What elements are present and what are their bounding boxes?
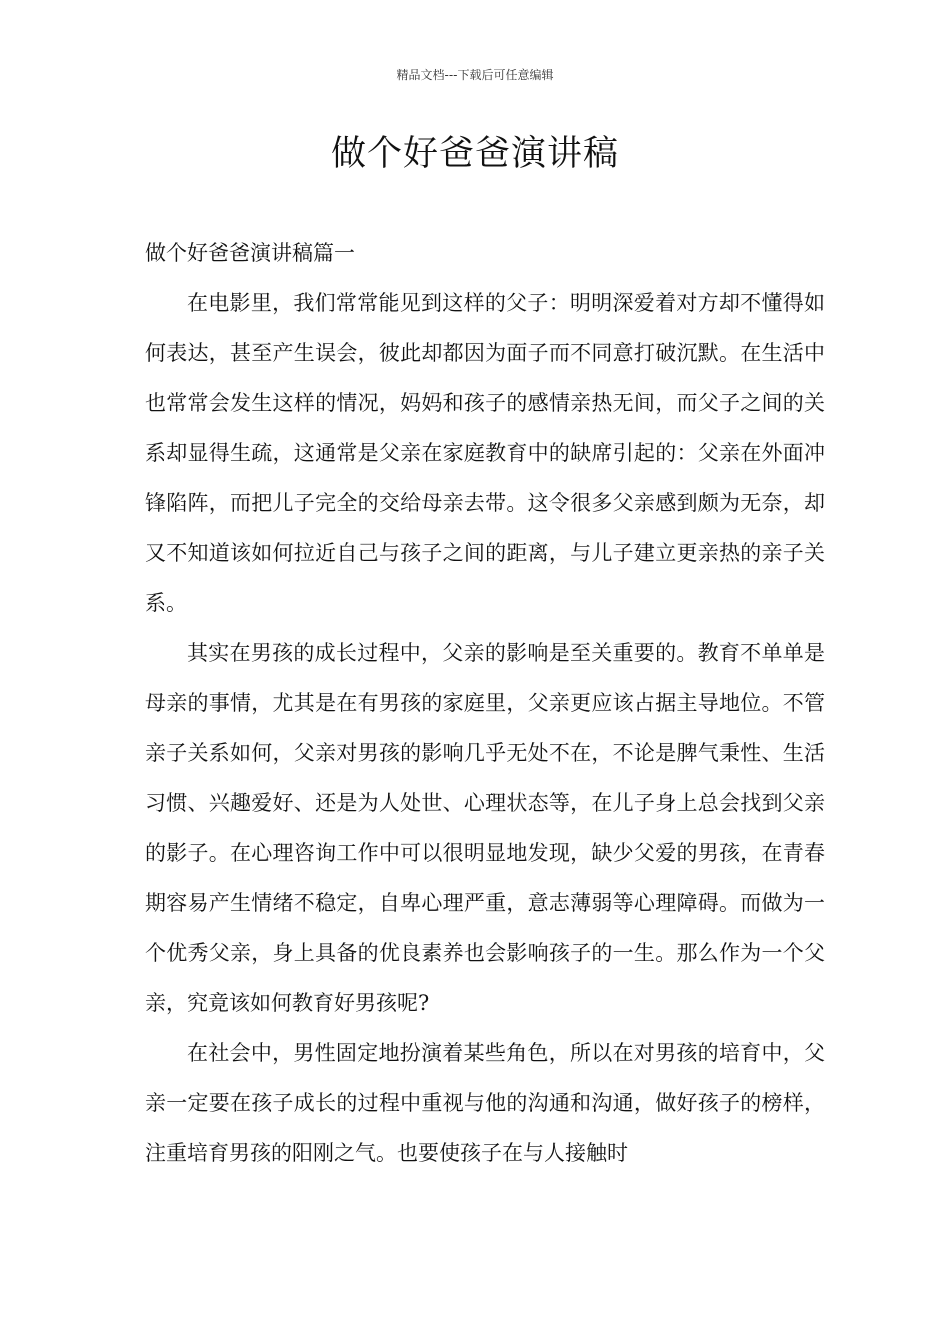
paragraph-1: 在电影里，我们常常能见到这样的父子：明明深爱着对方却不懂得如何表达，甚至产生误会，彼此却都因为面子而不同意打破沉默。在生活中也常常会发生这样的情况，妈妈和孩子的感情亲热无间，而父子之间的关系却显得生疏，这通常是父亲在家庭教育中的缺席引起的：父亲在外面冲锋陷阵，而把儿子完全的交给母亲去带。这令很多父亲感到颇为无奈，却又不知道该如何拉近自己与孩子之间的距离，与儿子建立更亲热的亲子关系。	[145, 291, 825, 615]
page-header: 精品文档---下载后可任意编辑	[396, 68, 554, 82]
paragraph-3: 在社会中，男性固定地扮演着某些角色，所以在对男孩的培育中，父亲一定要在孩子成长的过程中重视与他的沟通和沟通，做好孩子的榜样，注重培育男孩的阳刚之气。也要使孩子在与人接触时	[145, 1041, 825, 1165]
document-body	[145, 228, 825, 1178]
document-title: 做个好爸爸演讲稿	[330, 134, 619, 174]
paragraph-2: 其实在男孩的成长过程中，父亲的影响是至关重要的。教育不单单是母亲的事情，尤其是在有男孩的家庭里，父亲更应该占据主导地位。不管亲子关系如何，父亲对男孩的影响几乎无处不在，不论是脾气秉性、生活习惯、兴趣爱好、还是为人处世、心理状态等，在儿子身上总会找到父亲的影子。在心理咨询工作中可以很明显地发现，缺少父爱的男孩，在青春期容易产生情绪不稳定，自卑心理严重，意志薄弱等心理障碍。而做为一个优秀父亲，身上具备的优良素养也会影响孩子的一生。那么作为一个父亲，究竟该如何教育好男孩呢?	[145, 641, 825, 1015]
section-title: 做个好爸爸演讲稿篇一	[145, 241, 355, 265]
